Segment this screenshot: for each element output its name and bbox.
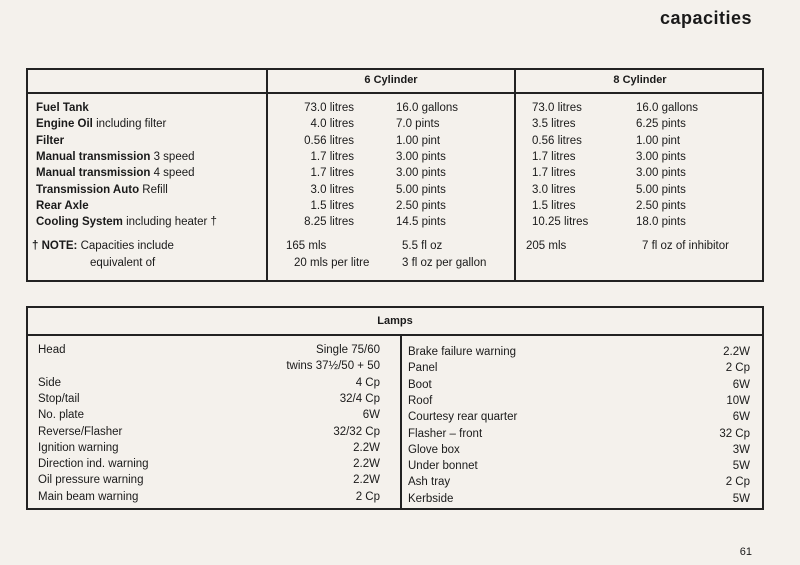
eight-cyl-metric: 73.0 litres [532, 102, 582, 114]
lamp-name: No. plate [38, 409, 85, 422]
lamp-name: Side [38, 376, 62, 389]
note-line: Capacities include [80, 240, 174, 253]
eight-cyl-imperial: 5.00 pints [636, 183, 686, 196]
note-label: † NOTE: [32, 240, 78, 253]
eight-cyl-metric: 1.7 litres [532, 150, 576, 163]
lamp-name: Ash tray [408, 476, 451, 489]
capacity-item [36, 116, 166, 132]
capacity-item-name: Fuel Tank [36, 102, 89, 114]
six-cyl-metric: 73.0 litres [304, 102, 354, 114]
lamp-row [28, 358, 398, 374]
six-cyl-metric: 1.7 litres [310, 150, 354, 163]
lamp-rating: 5W [732, 492, 750, 505]
capacity-item [36, 214, 217, 230]
six-cyl-metric: 4.0 litres [310, 118, 354, 131]
six-cyl-metric: 1.5 litres [310, 199, 354, 212]
six-cyl-imperial: 14.5 pints [396, 216, 446, 229]
lamp-rating: 2 Cp [355, 490, 380, 503]
capacity-item [36, 182, 168, 198]
lamp-row [402, 377, 762, 393]
lamp-rating: 6W [732, 411, 750, 424]
lamp-row [28, 456, 398, 472]
six-cyl-metric: 1.7 litres [310, 167, 354, 180]
lamp-name: Ignition warning [38, 441, 119, 454]
eight-cyl-imperial: 18.0 pints [636, 216, 686, 229]
lamp-name: Head [38, 344, 66, 356]
eight-cyl-imperial: 2.50 pints [636, 199, 686, 212]
six-cyl-note-imperial: 5.5 fl oz [402, 240, 443, 253]
six-cyl-note-imperial: 3 fl oz per gallon [402, 256, 487, 269]
six-cyl-note-metric: 165 mls [286, 240, 327, 253]
six-cyl-imperial: 7.0 pints [396, 118, 440, 131]
capacity-item [36, 198, 89, 214]
capacity-item-name: Manual transmission [36, 167, 151, 180]
capacities-header [28, 70, 762, 94]
lamp-rating: 32/32 Cp [333, 425, 380, 438]
lamp-name: Reverse/Flasher [38, 425, 123, 438]
lamp-row [402, 474, 762, 490]
lamp-rating: 6W [362, 409, 380, 422]
eight-cyl-note-metric: 205 mls [526, 240, 567, 253]
eight-cyl-imperial: 3.00 pints [636, 150, 686, 163]
eight-cyl-imperial: 1.00 pint [636, 134, 681, 147]
capacity-item-name: Engine Oil [36, 118, 93, 131]
six-cyl-imperial: 1.00 pint [396, 134, 441, 147]
lamp-row [28, 375, 398, 391]
capacity-item-name: Rear Axle [36, 199, 89, 212]
lamp-rating: Single 75/60 [316, 344, 380, 356]
eight-cyl-metric: 3.5 litres [532, 118, 576, 131]
eight-cyl-metric: 1.5 litres [532, 199, 576, 212]
eight-cyl-note-imperial: 7 fl oz of inhibitor [642, 240, 729, 253]
page-title: capacities [659, 8, 752, 28]
lamp-row [402, 344, 762, 360]
lamp-row [402, 426, 762, 442]
lamp-row [28, 407, 398, 423]
capacity-item-name: Manual transmission [36, 150, 151, 163]
eight-cyl-metric: 3.0 litres [532, 183, 576, 196]
capacities-table [26, 68, 764, 282]
lamp-rating: 6W [732, 378, 750, 391]
lamp-name: Direction ind. warning [38, 458, 149, 471]
lamp-name: Under bonnet [408, 460, 478, 473]
lamp-name: Kerbside [408, 492, 454, 505]
six-cyl-note-metric: 20 mls per litre [294, 256, 370, 269]
six-cylinder-header: 6 Cylinder [364, 74, 418, 86]
eight-cyl-metric: 0.56 litres [532, 134, 582, 147]
lamp-rating: 2 Cp [725, 476, 750, 489]
lamp-rating: 2.2W [353, 474, 380, 487]
capacity-item [36, 165, 195, 181]
eight-cyl-imperial: 6.25 pints [636, 118, 686, 131]
lamp-name: Glove box [408, 443, 460, 456]
lamp-rating: twins 37½/50 + 50 [286, 360, 380, 373]
eight-cyl-metric: 1.7 litres [532, 167, 576, 180]
lamp-row [28, 489, 398, 505]
lamp-row [28, 391, 398, 407]
eight-cyl-imperial: 16.0 gallons [636, 102, 699, 114]
lamp-row [28, 472, 398, 488]
capacity-item-name: Cooling System [36, 216, 123, 229]
six-cyl-imperial: 3.00 pints [396, 167, 446, 180]
lamp-name: Flasher – front [408, 427, 483, 440]
six-cyl-imperial: 16.0 gallons [396, 102, 459, 114]
page-number: 61 [739, 546, 752, 558]
lamp-name: Courtesy rear quarter [408, 411, 518, 424]
lamp-row [28, 440, 398, 456]
eight-cyl-imperial: 3.00 pints [636, 167, 686, 180]
lamp-name: Oil pressure warning [38, 474, 144, 487]
six-cyl-metric: 3.0 litres [310, 183, 354, 196]
lamp-name: Brake failure warning [408, 346, 517, 358]
lamp-rating: 2.2W [723, 346, 750, 358]
lamp-name: Boot [408, 378, 432, 391]
capacity-item-qualifier: including heater † [122, 216, 217, 229]
lamp-name: Panel [408, 362, 438, 375]
lamp-rating: 2 Cp [725, 362, 750, 375]
lamp-name: Roof [408, 394, 433, 407]
lamp-rating: 5W [732, 460, 750, 473]
lamp-name: Main beam warning [38, 490, 139, 503]
capacity-item [36, 149, 195, 165]
lamp-rating: 32 Cp [719, 427, 750, 440]
lamp-row [402, 442, 762, 458]
lamp-row [402, 409, 762, 425]
lamps-header-label: Lamps [377, 315, 413, 327]
capacity-item [36, 100, 89, 116]
lamp-row [402, 491, 762, 507]
note-text [32, 238, 174, 254]
lamps-table [26, 306, 764, 510]
lamp-row [402, 458, 762, 474]
lamp-rating: 2.2W [353, 441, 380, 454]
lamp-rating: 4 Cp [355, 376, 380, 389]
capacity-item-name: Filter [36, 134, 65, 147]
lamps-header [28, 308, 762, 336]
six-cyl-imperial: 2.50 pints [396, 199, 446, 212]
capacity-item-qualifier: including filter [92, 118, 167, 131]
note-line: equivalent of [90, 256, 156, 269]
lamp-rating: 32/4 Cp [339, 392, 380, 405]
lamp-rating: 3W [732, 443, 750, 456]
column-divider [266, 70, 268, 280]
six-cyl-metric: 8.25 litres [304, 216, 354, 229]
six-cyl-metric: 0.56 litres [304, 134, 354, 147]
lamp-rating: 2.2W [353, 458, 380, 471]
capacity-item-qualifier: 3 speed [150, 150, 195, 163]
eight-cylinder-header: 8 Cylinder [613, 74, 667, 86]
lamp-rating: 10W [726, 394, 750, 407]
capacity-item-qualifier: 4 speed [150, 167, 195, 180]
capacity-item [36, 133, 64, 149]
lamp-name: Stop/tail [38, 392, 80, 405]
eight-cyl-metric: 10.25 litres [532, 216, 589, 229]
lamp-row [402, 360, 762, 376]
six-cyl-imperial: 3.00 pints [396, 150, 446, 163]
six-cyl-imperial: 5.00 pints [396, 183, 446, 196]
column-divider [514, 70, 516, 280]
lamp-row [28, 342, 398, 358]
lamp-row [402, 393, 762, 409]
capacity-item-name: Transmission Auto [36, 183, 140, 196]
lamp-row [28, 424, 398, 440]
capacity-item-qualifier: Refill [139, 183, 168, 196]
